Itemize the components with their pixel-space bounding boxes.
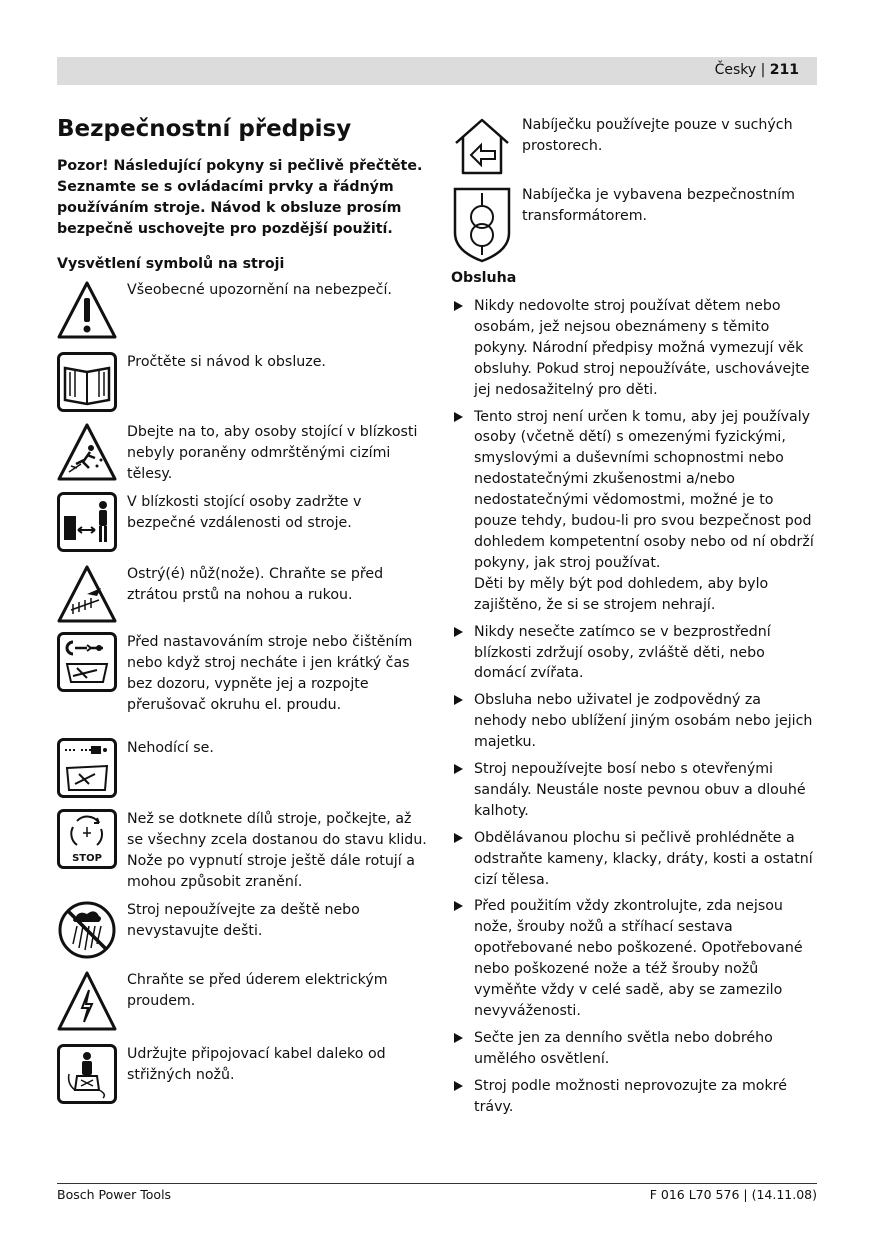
intro-warning: Pozor! Následující pokyny si pečlivě přečtěte. Seznamte se s ovládacími prvky a řádným používáním stroje. Návod k obsluze prosím bezpečně uschovejte pro pozdější použití. [57,158,423,237]
symbol-text: Dbejte na to, aby osoby stojící v blízkosti nebyly poraněny odmrštěnými cizími tělesy. [127,424,418,482]
list-item: Nikdy nesečte zatímco se v bezprostřední blízkosti zdržují osoby, zvláště děti, nebo domácí zvířata. [451,622,817,685]
stop-rotating-icon [57,809,117,869]
symbol-text: Udržujte připojovací kabel daleko od střižných nožů. [127,1046,386,1083]
list-item: Obsluha nebo uživatel je zodpovědný za nehody nebo ublížení jiným osobám nebo jejich majetku. [451,690,817,753]
warning-triangle-icon [57,280,117,340]
symbol-text: Všeobecné upozornění na nebezpečí. [127,282,392,298]
list-item: Sečte jen za denního světla nebo dobrého umělého osvětlení. [451,1028,817,1070]
keep-distance-icon [57,492,117,552]
no-rain-icon [57,900,117,960]
symbol-text: Nehodící se. [127,740,214,756]
stop-label: STOP [72,853,102,864]
bullet-arrow-icon [454,901,463,911]
symbols-heading: Vysvětlení symbolů na stroji [57,256,285,272]
obsluha-list [451,296,817,1124]
list-item: Před použitím vždy zkontrolujte, zda nejsou nože, šrouby nožů a stříhací sestava opotřebované nebo poškozené. Opotřebované nebo poškozené nože a též šrouby nožů vyměňte vždy v celé sadě, aby se zamezilo nevyváženosti. [451,896,817,1021]
left-column [57,112,427,1083]
sharp-blades-icon [57,564,117,624]
safety-transformer-icon [451,185,511,245]
bullet-arrow-icon [454,1033,463,1043]
symbol-text: Nabíječka je vybavena bezpečnostním transformátorem. [522,187,795,224]
obsluha-heading: Obsluha [451,270,517,286]
cable-away-icon [57,1044,117,1104]
footer-doc-id: F 016 L70 576 | (14.11.08) [649,1187,817,1202]
electric-shock-icon [57,970,117,1030]
symbol-text: Nabíječku používejte pouze v suchých prostorech. [522,117,793,154]
header-language: Česky [714,62,757,78]
bullet-arrow-icon [454,764,463,774]
bullet-arrow-icon [454,1081,463,1091]
list-item: Obdělávanou plochu si pečlivě prohlédněte a odstraňte kameny, klacky, dráty, kosti a ostatní cizí tělesa. [451,828,817,891]
bullet-arrow-icon [454,412,463,422]
bullet-arrow-icon [454,695,463,705]
header-page-number: 211 [769,62,799,78]
symbol-text: Ostrý(é) nůž(nože). Chraňte se před ztrátou prstů na nohou a rukou. [127,566,384,603]
symbol-text: Než se dotknete dílů stroje, počkejte, až se všechny zcela dostanou do stavu klidu. Nože po vypnutí stroje ještě dále rotují a mohou způsobit zranění. [127,811,427,890]
list-item: Stroj podle možnosti neprovozujte za mokré trávy. [451,1076,817,1118]
unplug-icon [57,632,117,692]
symbol-text: Před nastavováním stroje nebo čištěním nebo když stroj necháte i jen krátký čas bez dozoru, vypněte jej a rozpojte přerušovač okruhu el. proudu. [127,634,413,713]
list-item: Stroj nepoužívejte bosí nebo s otevřenými sandály. Neustále noste pevnou obuv a dlouhé kalhoty. [451,759,817,822]
bullet-arrow-icon [454,627,463,637]
symbol-text: Stroj nepoužívejte za deště nebo nevystavujte dešti. [127,902,360,939]
page-title: Bezpečnostní předpisy [57,116,352,142]
symbol-text: Chraňte se před úderem elektrickým proudem. [127,972,388,1009]
list-item: Tento stroj není určen k tomu, aby jej používaly osoby (včetně dětí) s omezenými fyzickými, smyslovými a duševními schopnostmi nebo nedostatečnými zkušenostmi a/nebo nedostatečnými vědomostmi, možné je to pouze tehdy, budou-li pro svou bezpečnost pod dohledem kompetentní osoby nebo od ní obdrží pokyny, jak stroj používat. Děti by měly být pod dohledem, aby bylo zajištěno, že si se strojem nehrají. [451,407,817,616]
list-item: Nikdy nedovolte stroj používat dětem nebo osobám, jež nejsou obeznámeny s těmito pokyny. Národní předpisy možná vymezují věk obsluhy. Pokud stroj nepoužíváte, uschovávejte jej nedosažitelný pro děti. [451,296,817,401]
symbol-text: Pročtěte si návod k obsluze. [127,354,326,370]
thrown-objects-icon [57,422,117,482]
footer-publisher: Bosch Power Tools [57,1187,172,1202]
bullet-arrow-icon [454,833,463,843]
read-manual-icon [57,352,117,412]
footer-divider [57,1183,817,1184]
header-page-label [715,62,799,78]
indoor-use-icon [451,115,511,175]
do-not-touch-icon [57,738,117,798]
symbol-text: V blízkosti stojící osoby zadržte v bezpečné vzdálenosti od stroje. [127,494,362,531]
header-separator: | [760,62,766,78]
page-header [57,57,817,85]
bullet-arrow-icon [454,301,463,311]
